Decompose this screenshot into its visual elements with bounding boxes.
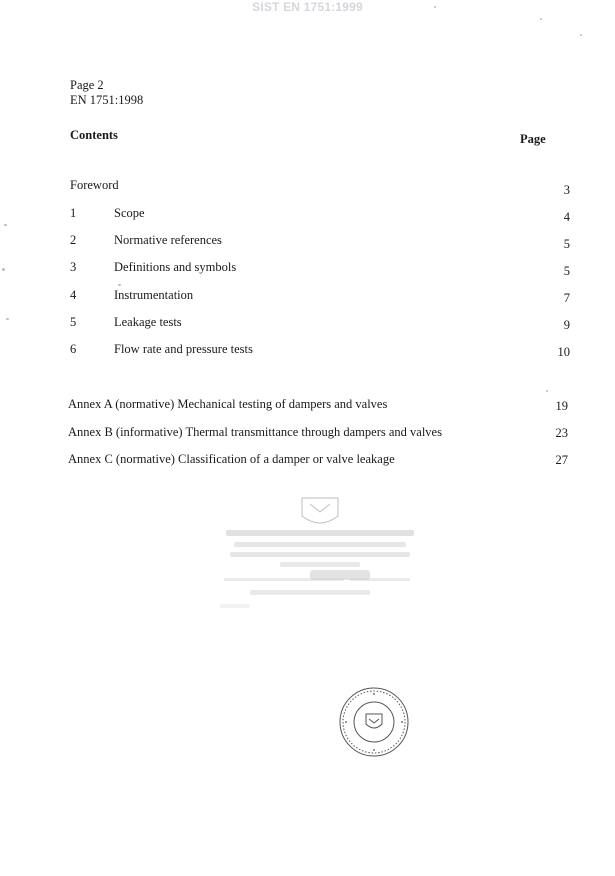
- document-watermark: SIST EN 1751:1999: [252, 0, 363, 14]
- scan-speck: [580, 34, 582, 36]
- toc-annex-title: Annex B (informative) Thermal transmittance through dampers and valves: [68, 425, 442, 439]
- toc-clause-number: 6: [70, 342, 77, 356]
- toc-annex-title: Annex A (normative) Mechanical testing of dampers and valves: [68, 397, 388, 411]
- faded-institution-stamp: [220, 494, 420, 616]
- page-label: Page 2: [70, 78, 104, 92]
- contents-heading: Contents: [70, 128, 118, 142]
- toc-clause-page: 5: [563, 237, 570, 251]
- toc-clause-page: 5: [563, 264, 570, 278]
- scan-speck: [540, 18, 542, 20]
- toc-clause-title: Definitions and symbols: [114, 260, 237, 274]
- toc-annex-page: 23: [555, 426, 568, 440]
- toc-annex-page: 27: [555, 453, 568, 467]
- toc-clause-title: Normative references: [114, 233, 222, 247]
- toc-annex-page: 19: [555, 399, 568, 413]
- toc-foreword-label: Foreword: [70, 178, 119, 192]
- scan-speck: [2, 268, 5, 271]
- scan-speck: [546, 390, 548, 392]
- toc-annex-title: Annex C (normative) Classification of a damper or valve leakage: [68, 452, 395, 466]
- toc-clause-number: 3: [70, 260, 77, 274]
- toc-clause-number: 4: [70, 288, 77, 302]
- toc-foreword-page: 3: [563, 183, 570, 197]
- round-seal-icon: [338, 686, 410, 758]
- scan-speck: [6, 318, 9, 320]
- toc-clause-page: 10: [557, 345, 570, 359]
- toc-clause-title: Flow rate and pressure tests: [114, 342, 253, 356]
- page-column-heading: Page: [520, 132, 546, 146]
- toc-clause-title: Instrumentation: [114, 288, 194, 302]
- toc-clause-page: 9: [563, 318, 570, 332]
- toc-clause-title: Leakage tests: [114, 315, 182, 329]
- toc-clause-page: 7: [563, 291, 570, 305]
- toc-clause-title: Scope: [114, 206, 145, 220]
- toc-clause-number: 2: [70, 233, 77, 247]
- scan-speck: [118, 284, 121, 286]
- document-id: EN 1751:1998: [70, 93, 144, 107]
- scan-speck: [434, 6, 436, 8]
- scan-speck: [4, 224, 7, 226]
- toc-clause-number: 5: [70, 315, 77, 329]
- toc-clause-number: 1: [70, 206, 77, 220]
- toc-clause-page: 4: [563, 210, 570, 224]
